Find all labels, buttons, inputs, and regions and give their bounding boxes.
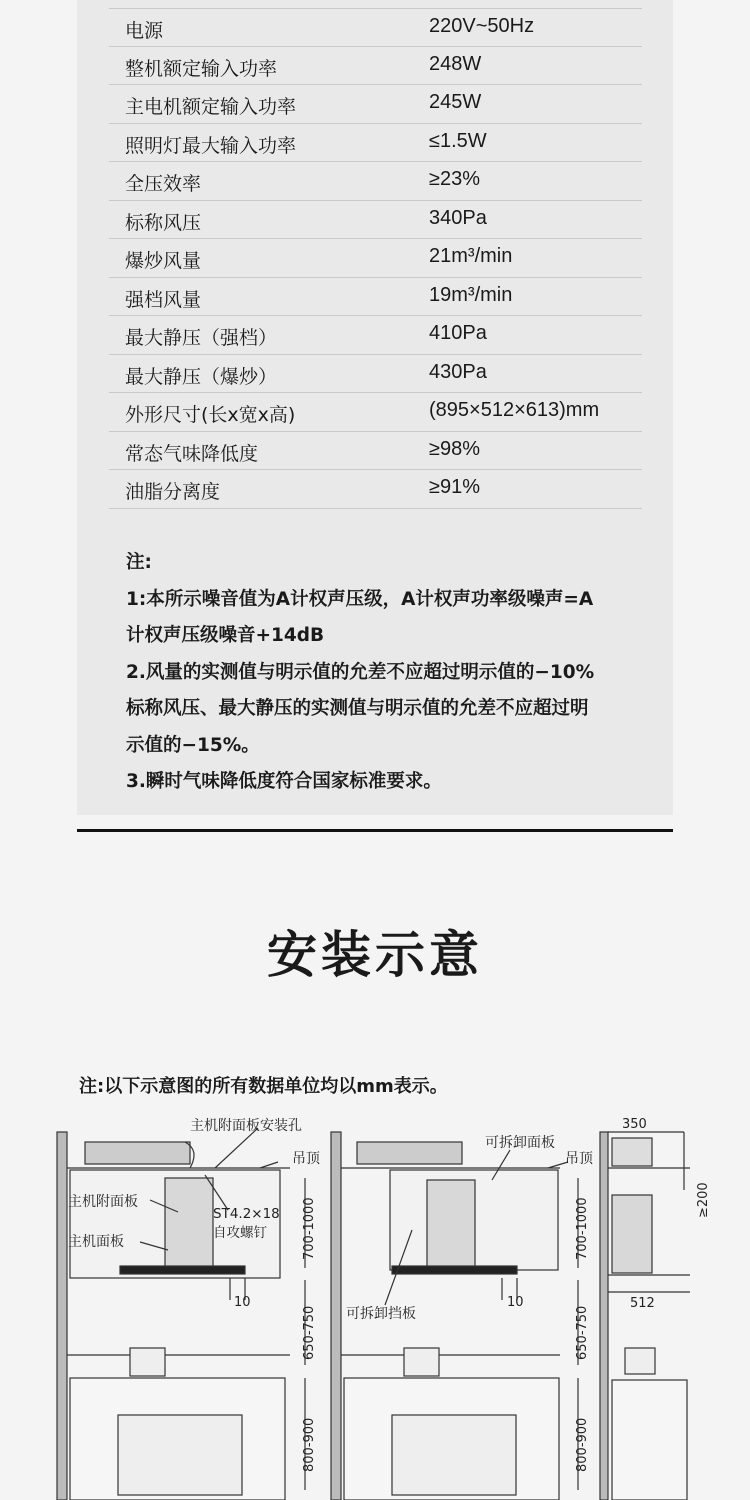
spec-row — [109, 278, 642, 317]
pot-icon — [130, 1348, 165, 1376]
spec-value: ≥23% — [429, 168, 481, 190]
label-mount-hole: 主机附面板安装孔 — [190, 1118, 302, 1134]
spec-value: 245W — [429, 91, 482, 113]
duct-icon — [85, 1142, 190, 1164]
spec-value: 340Pa — [429, 206, 487, 229]
spec-row — [109, 201, 642, 240]
spec-value: (895×512×613)mm — [429, 399, 600, 421]
spec-value: 248W — [429, 52, 482, 75]
label-side-panel: 主机附面板 — [68, 1194, 138, 1210]
hood-body — [612, 1195, 652, 1273]
notes — [126, 545, 656, 801]
notes-heading: 注: — [126, 552, 152, 573]
spec-label: 常态气味降低度 — [125, 442, 259, 465]
spec-label: 主电机额定输入功率 — [125, 96, 297, 118]
label-screw-type: 自攻螺钉 — [213, 1225, 267, 1241]
note-line: 示值的−15%。 — [126, 734, 260, 756]
duct-icon — [357, 1142, 462, 1164]
dim-200: ≥200 — [696, 1182, 711, 1218]
dim-512: 512 — [630, 1296, 655, 1311]
installation-diagram — [0, 1100, 750, 1500]
spec-row — [109, 47, 642, 86]
spec-label: 整机额定输入功率 — [125, 57, 278, 80]
label-ceiling-2: 吊顶 — [565, 1151, 593, 1167]
dim-height-cabinet-2: 800-900 — [575, 1417, 590, 1472]
units-note: 注:以下示意图的所有数据单位均以mm表示。 — [79, 1076, 448, 1097]
pot-icon — [625, 1348, 655, 1374]
spec-row — [109, 124, 642, 163]
spec-value: 410Pa — [429, 322, 487, 344]
spec-table — [109, 8, 642, 509]
dim-350: 350 — [622, 1117, 647, 1132]
spec-row — [109, 470, 642, 509]
note-line: 2.风量的实测值与明示值的允差不应超过明示值的−10% — [126, 661, 595, 683]
label-removable-panel: 可拆卸面板 — [485, 1135, 555, 1151]
spec-row — [109, 393, 642, 432]
hood-body — [427, 1180, 475, 1268]
dim-height-cabinet: 800-900 — [302, 1417, 317, 1472]
label-ceiling: 吊顶 — [292, 1151, 320, 1167]
spec-value: 19m³/min — [429, 283, 513, 306]
spec-value: ≥91% — [429, 476, 481, 498]
label-removable-baffle: 可拆卸挡板 — [346, 1306, 416, 1322]
dim-height-top-2: 700-1000 — [575, 1197, 590, 1260]
spec-value: 21m³/min — [429, 245, 513, 267]
label-screw: ST4.2×18 — [213, 1206, 280, 1222]
dim-height-mid: 650-750 — [302, 1305, 317, 1360]
spec-label: 标称风压 — [125, 211, 202, 234]
spec-value: ≤1.5W — [429, 129, 487, 152]
spec-label: 爆炒风量 — [125, 250, 202, 272]
spec-label: 电源 — [125, 20, 164, 42]
spec-label: 最大静压（强档） — [125, 327, 278, 349]
note-line: 标称风压、最大静压的实测值与明示值的允差不应超过明 — [126, 698, 589, 719]
spec-row — [109, 239, 642, 278]
spec-label: 强档风量 — [125, 288, 202, 311]
spec-label: 最大静压（爆炒） — [125, 365, 278, 388]
spec-label: 外形尺寸(长x宽x高) — [125, 404, 296, 426]
dim-gap-2: 10 — [507, 1295, 524, 1310]
spec-value: 430Pa — [429, 360, 487, 383]
note-line: 计权声压级噪音+14dB — [126, 625, 325, 646]
spec-value: 220V~50Hz — [429, 15, 535, 37]
spec-label: 照明灯最大输入功率 — [125, 134, 297, 157]
spec-value: ≥98% — [429, 437, 481, 460]
spec-row — [109, 162, 642, 201]
spec-row — [109, 355, 642, 394]
install-view-side — [600, 1132, 690, 1500]
hood-body — [165, 1178, 213, 1268]
note-line: 3.瞬时气味降低度符合国家标准要求。 — [126, 771, 442, 792]
dim-height-mid-2: 650-750 — [575, 1305, 590, 1360]
spec-row — [109, 432, 642, 471]
dim-height-top: 700-1000 — [302, 1197, 317, 1260]
spec-row — [109, 85, 642, 124]
spec-label: 全压效率 — [125, 173, 202, 195]
spec-label: 油脂分离度 — [125, 481, 221, 503]
spec-row — [109, 8, 642, 47]
section-divider — [77, 829, 673, 832]
spec-row — [109, 316, 642, 355]
duct-icon — [612, 1138, 652, 1166]
dim-gap: 10 — [234, 1295, 251, 1310]
note-line: 1:本所示噪音值为A计权声压级，A计权声功率级噪声=A — [126, 588, 594, 610]
pot-icon — [404, 1348, 439, 1376]
section-title: 安装示意 — [267, 926, 483, 984]
label-main-panel: 主机面板 — [68, 1234, 124, 1250]
install-view-1 — [57, 1132, 305, 1500]
